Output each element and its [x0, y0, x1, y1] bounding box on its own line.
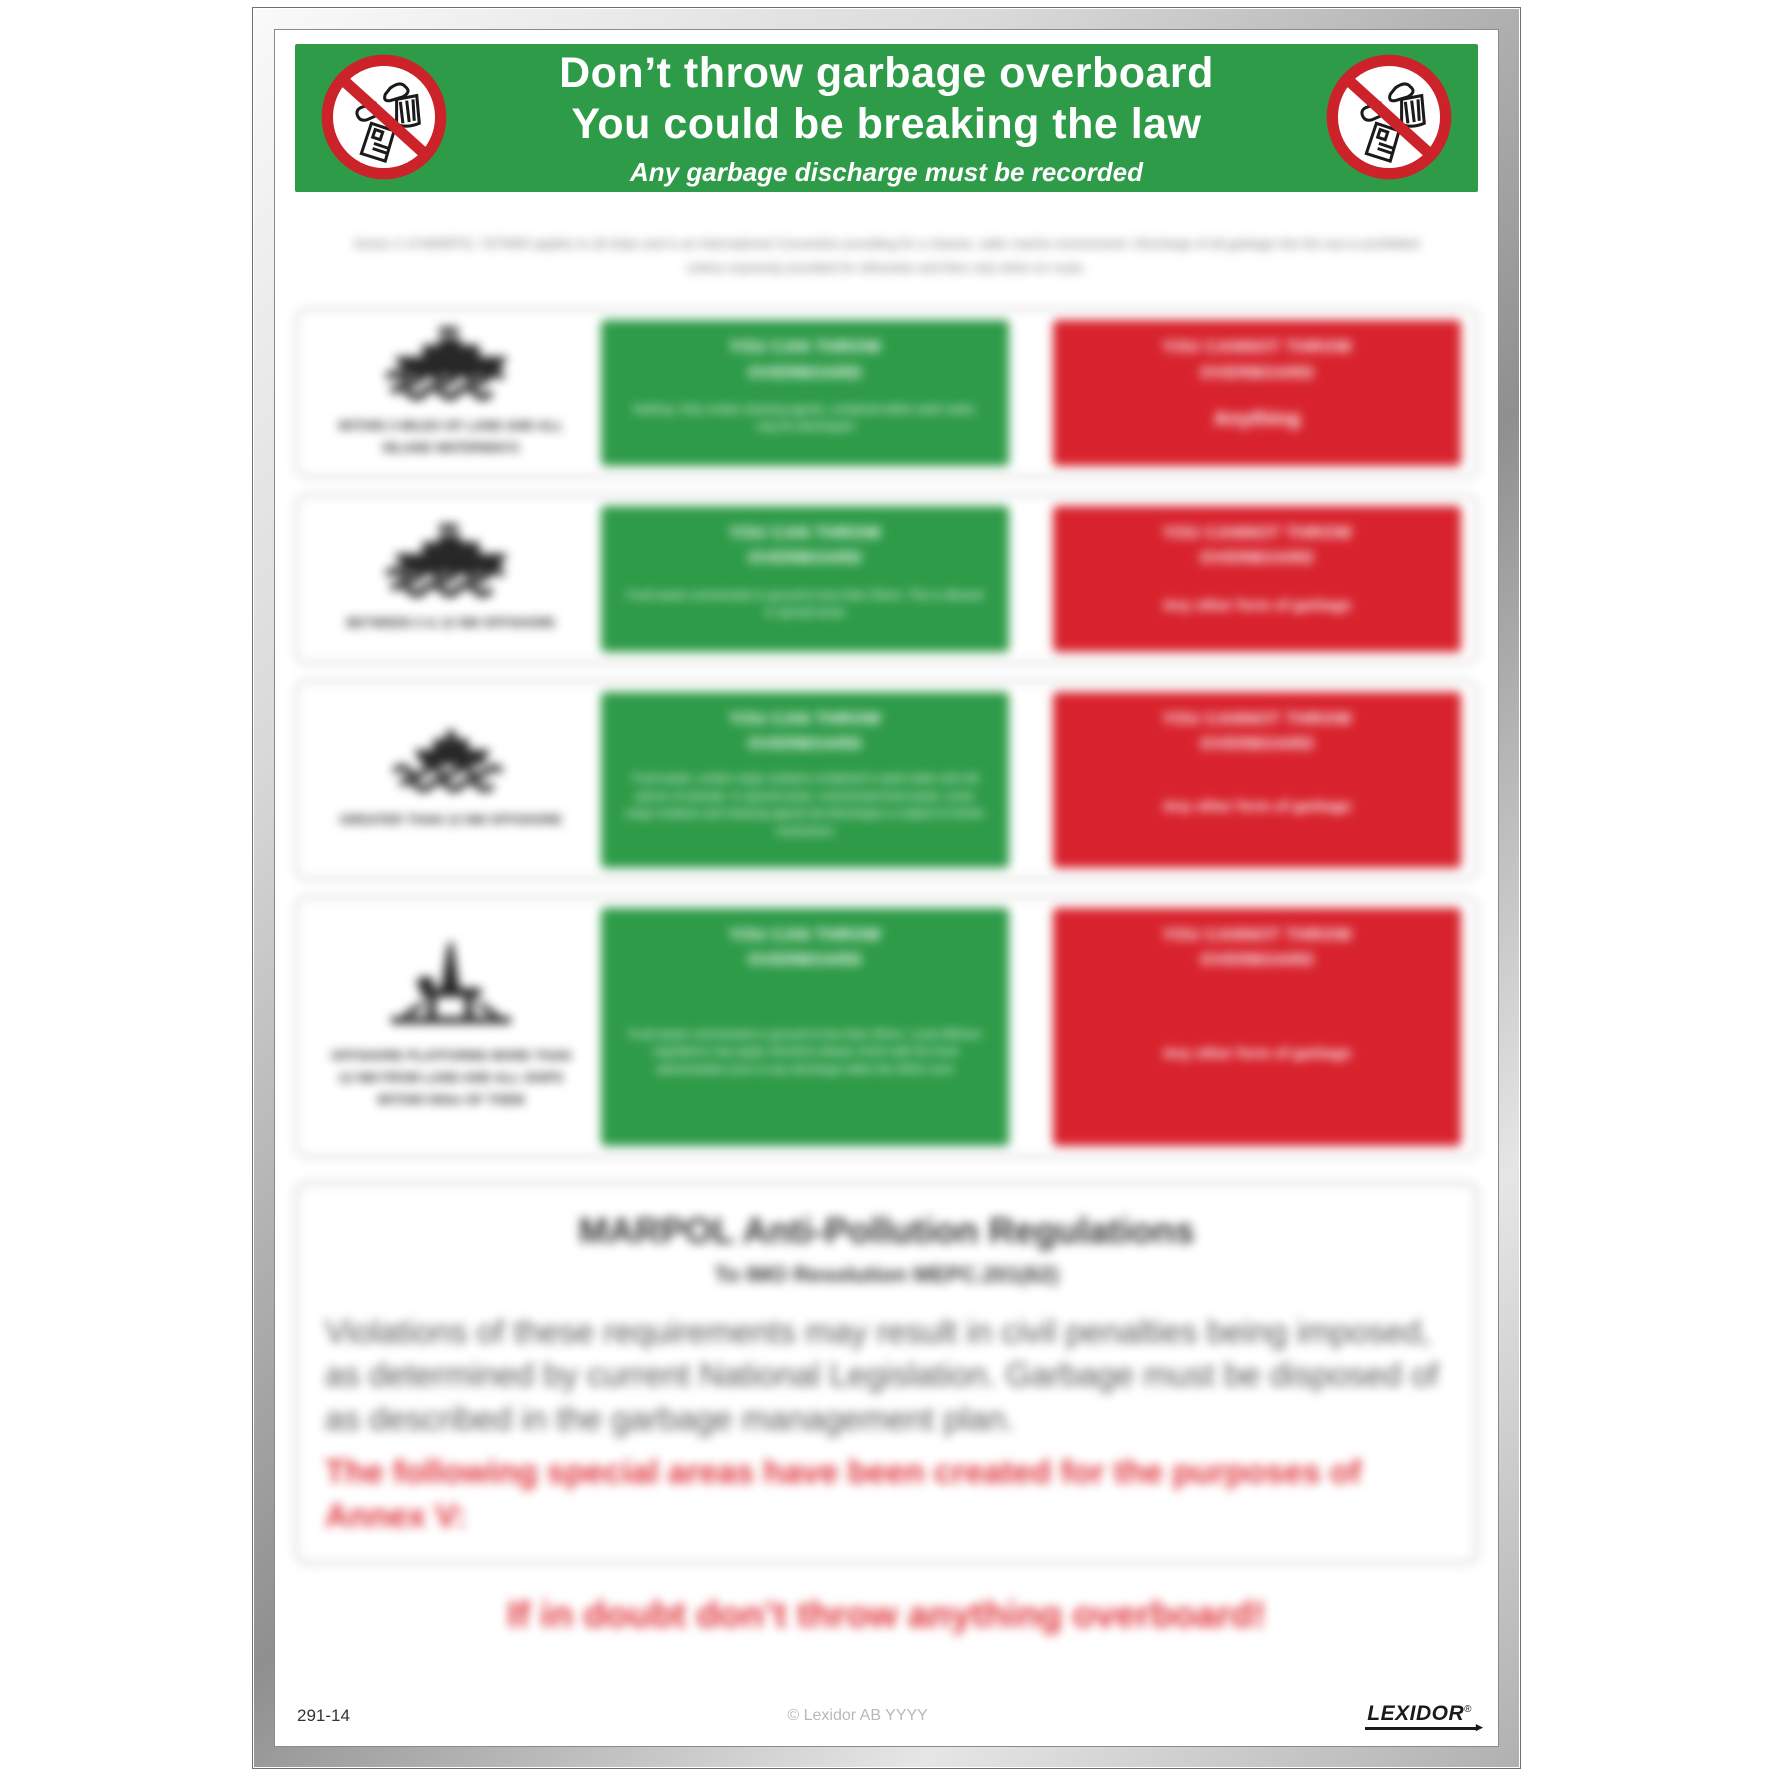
- can-throw-title: YOU CAN THROW OVERBOARD: [728, 708, 882, 754]
- ship-large-icon: [376, 326, 526, 404]
- regulations-subtitle: To IMO Resolution MEPC.201(62): [714, 1261, 1059, 1287]
- blurred-body: [295, 232, 1478, 1636]
- cannot-throw-text: Any other form of garbage: [1162, 797, 1352, 815]
- zone-row-offshore-platforms: [295, 896, 1478, 1158]
- zone-caption: WITHIN 3 MILES OF LAND AND ALL INLAND WATERWAYS: [338, 419, 564, 455]
- no-littering-icon: [321, 54, 447, 180]
- regulations-body: Violations of these requirements may result in civil penalties being imposed, as determined by current National Legislation. Garbage must be disposed of as described in the garbage management plan.: [325, 1312, 1439, 1437]
- no-littering-icon: [1326, 54, 1452, 180]
- header-band: [295, 44, 1478, 192]
- zone-caption: BETWEEN 3 & 12 NM OFFSHORE: [346, 615, 556, 630]
- poster-title-line2: You could be breaking the law: [571, 99, 1202, 148]
- logo-arrow-icon: ▸: [1475, 1719, 1483, 1734]
- cannot-throw-box: [1053, 320, 1461, 466]
- can-throw-text: Food waste, certain cargo residues contained in wash water and old pieces of animals. In special areas: comminuted food waste, some cargo residues and cleaning agents but discharges is subject to further restrictions!: [625, 772, 985, 839]
- zone-icon-cell: [307, 908, 595, 1146]
- ship-large-icon: [376, 523, 526, 601]
- zone-row-3-to-12nm: [295, 494, 1478, 664]
- footer: [297, 1702, 1483, 1734]
- cannot-throw-box: [1053, 506, 1461, 652]
- cannot-throw-title: YOU CANNOT THROW OVERBOARD: [1162, 708, 1352, 754]
- can-throw-text: Food waste comminuted or ground to less than 25mm. This is allowed in special areas: [626, 589, 984, 620]
- can-throw-box: [601, 506, 1009, 652]
- regulations-box: [295, 1182, 1478, 1564]
- zone-row-within-3-miles: [295, 308, 1478, 478]
- lexidor-logo: [1365, 1702, 1483, 1734]
- zone-caption: GREATER THAN 12 NM OFFSHORE: [339, 812, 563, 827]
- zone-caption: OFFSHORE PLATFORMS MORE THAN 12 NM FROM LAND AND ALL SHIPS WITHIN 500m OF THEM: [330, 1049, 572, 1107]
- can-throw-box: [601, 908, 1009, 1146]
- zone-icon-cell: [307, 320, 595, 466]
- cannot-throw-title: YOU CANNOT THROW OVERBOARD: [1162, 337, 1352, 382]
- cannot-throw-text: Any other form of garbage: [1162, 1044, 1352, 1062]
- zone-icon-cell: [307, 692, 595, 868]
- cannot-throw-title: YOU CANNOT THROW OVERBOARD: [1162, 924, 1352, 970]
- poster-subtitle: Any garbage discharge must be recorded: [630, 157, 1143, 188]
- aluminium-frame: [253, 8, 1520, 1768]
- regulations-title: MARPOL Anti-Pollution Regulations: [578, 1209, 1195, 1251]
- cannot-throw-text: Any other form of garbage: [1162, 596, 1352, 614]
- zone-icon-cell: [307, 506, 595, 652]
- ship-small-icon: [385, 728, 517, 798]
- can-throw-title: YOU CAN THROW OVERBOARD: [728, 924, 882, 970]
- cannot-throw-title: YOU CANNOT THROW OVERBOARD: [1162, 522, 1352, 568]
- can-throw-text: Nothing. Only certain cleaning agents, contained within wash water, may be discharged: [633, 403, 977, 434]
- registered-mark: ®: [1464, 1704, 1472, 1715]
- can-throw-box: [601, 692, 1009, 868]
- can-throw-box: [601, 320, 1009, 466]
- product-code: 291-14: [297, 1706, 350, 1725]
- can-throw-text: Food waste comminuted or ground to less than 25mm. Local offshore regulations may apply, therefore always check with the local administration prior to any discharge within the 500m zone: [628, 1028, 982, 1077]
- warning-line: If in doubt don’t throw anything overboard!: [507, 1593, 1266, 1635]
- marpol-poster: [275, 30, 1498, 1746]
- poster-title-line1: Don’t throw garbage overboard: [559, 48, 1214, 97]
- cannot-throw-box: [1053, 692, 1461, 868]
- zone-row-beyond-12nm: [295, 680, 1478, 880]
- cannot-throw-text: Anything: [1213, 407, 1301, 430]
- copyright-text: © Lexidor AB YYYY: [787, 1707, 928, 1724]
- brand-name: LEXIDOR: [1367, 1702, 1465, 1725]
- can-throw-title: YOU CAN THROW OVERBOARD: [728, 337, 882, 382]
- regulations-special-areas: The following special areas have been created for the purposes of Annex V:: [325, 1453, 1362, 1535]
- can-throw-title: YOU CAN THROW OVERBOARD: [728, 522, 882, 568]
- intro-paragraph: Annex V of MARPOL 73/78/95 applies to all ships and is an International Convention providing for a cleaner, safer marine environment. Discharge of all garbage into the sea is prohibited unless expressly provided for otherwise and then only when en route.: [353, 236, 1420, 276]
- cannot-throw-box: [1053, 908, 1461, 1146]
- offshore-platform-icon: [381, 942, 521, 1034]
